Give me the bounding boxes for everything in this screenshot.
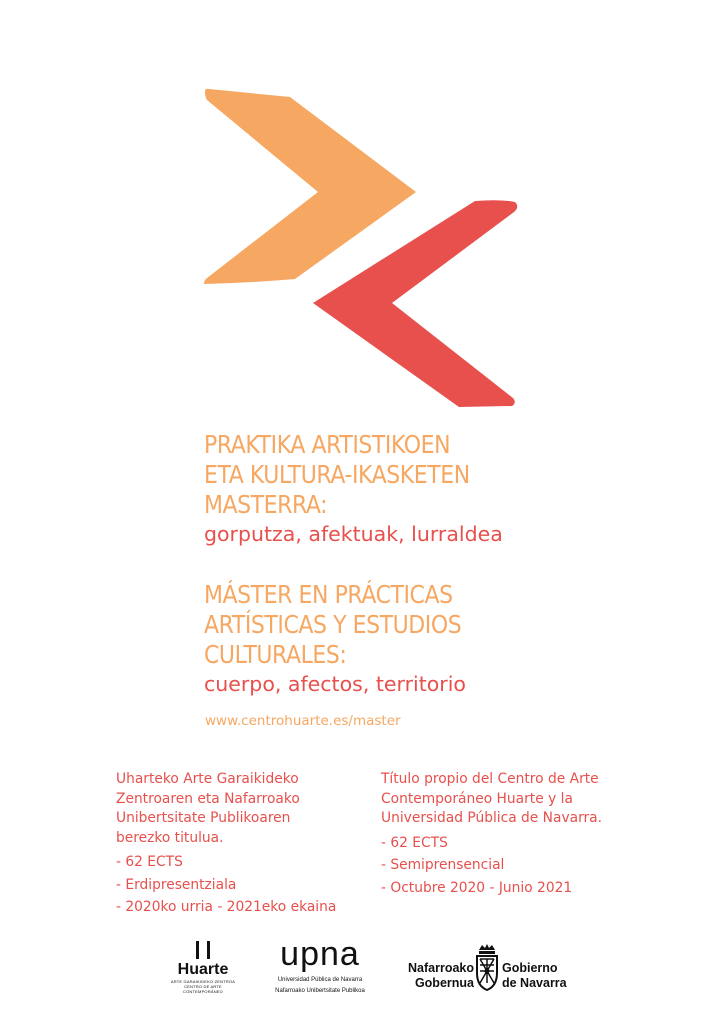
list-item: - 62 ECTS (116, 854, 183, 870)
info-spanish (381, 770, 661, 901)
title-basque-line: MASTERRA: (204, 490, 328, 519)
huarte-subtitle: CENTRO DE ARTE CONTEMPORÁNEO (183, 984, 223, 994)
info-spanish-list (381, 834, 661, 899)
title-spanish-heading (204, 580, 644, 670)
title-spanish-line: MÁSTER EN PRÁCTICAS (204, 580, 453, 609)
upna-subtitle: Nafarroako Unibertsitate Publikoa (275, 988, 365, 994)
upna-name: upna (280, 935, 360, 973)
huarte-logo (166, 941, 240, 994)
huarte-name: Huarte (177, 961, 229, 978)
nav-basque-name (404, 961, 474, 991)
list-item: - 62 ECTS (381, 834, 448, 851)
info-basque-line: Uharteko Arte Garaikideko (116, 771, 299, 787)
upna-subtitle: Universidad Pública de Navarra (277, 977, 363, 983)
title-basque-line: PRAKTIKA ARTISTIKOEN (204, 430, 451, 459)
gobierno-navarra-logo (402, 943, 567, 993)
info-basque-line: Unibertsitate Publikoaren (116, 810, 291, 826)
info-basque-line: berezko titulua. (116, 829, 224, 846)
title-basque-heading (204, 430, 644, 520)
subtitle-spanish: cuerpo, afectos, territorio (204, 672, 466, 696)
info-spanish-line: Título propio del Centro de Arte (381, 771, 599, 787)
info-spanish-line: Universidad Pública de Navarra. (381, 810, 603, 826)
title-spanish-line: CULTURALES: (204, 640, 347, 669)
nav-text: Nafarroako (408, 961, 474, 975)
orange-chevron (204, 89, 416, 284)
nav-spanish-name (502, 961, 572, 991)
subtitle-basque: gorputza, afektuak, lurraldea (204, 522, 503, 546)
huarte-bars-icon (166, 941, 240, 959)
navarra-shield-icon (474, 943, 500, 991)
list-item: - 2020ko urria - 2021eko ekaina (116, 899, 337, 915)
info-basque-list (116, 853, 366, 918)
title-spanish (204, 580, 704, 697)
nav-text: Gobernua (414, 976, 474, 990)
chevron-graphic (0, 0, 727, 420)
list-item: - Erdipresentziala (116, 876, 237, 893)
website-link[interactable]: www.centrohuarte.es/master (205, 713, 401, 729)
info-spanish-line: Contemporáneo Huarte y la (381, 790, 573, 807)
title-spanish-line: ARTÍSTICAS Y ESTUDIOS (204, 610, 462, 639)
title-basque-line: ETA KULTURA-IKASKETEN (204, 460, 470, 489)
list-item: - Semiprensencial (381, 857, 505, 873)
info-basque (116, 770, 366, 921)
logo-strip (0, 935, 727, 1005)
list-item: - Octubre 2020 - Junio 2021 (381, 879, 573, 896)
title-basque (204, 430, 704, 547)
nav-text: de Navarra (502, 976, 567, 990)
info-basque-line: Zentroaren eta Nafarroako (116, 790, 300, 807)
upna-logo (272, 935, 368, 995)
huarte-subtitle: ARTE GARAIKIDEKO ZENTROA (170, 979, 236, 984)
nav-text: Gobierno (502, 961, 558, 975)
